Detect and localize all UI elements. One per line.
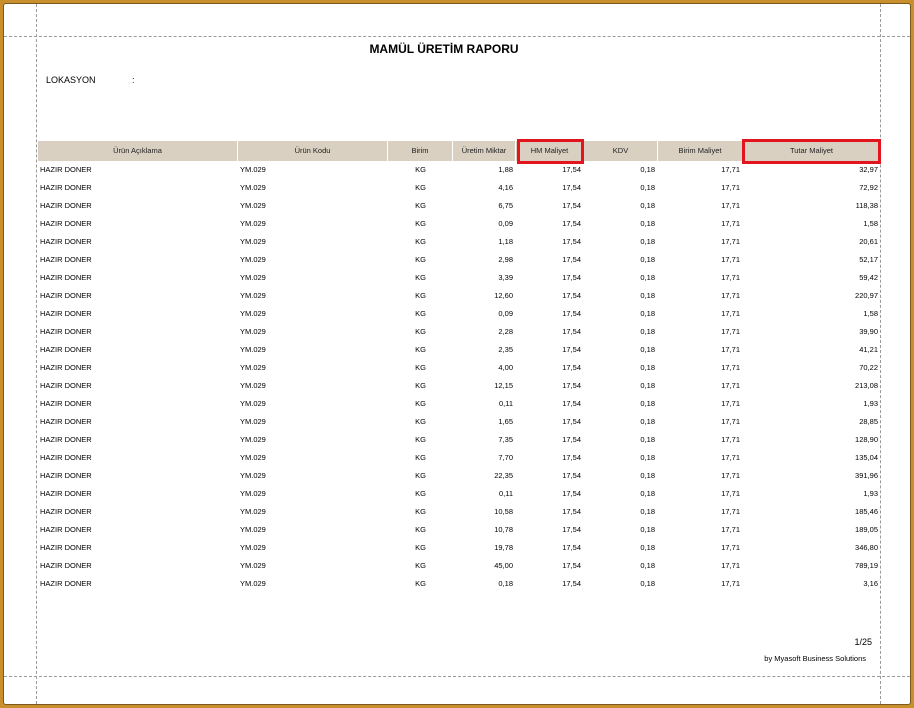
cell-urun-kodu: YM.029 (240, 219, 266, 228)
table-row (38, 179, 881, 197)
cell-birim: KG (415, 165, 426, 174)
cell-birim-maliyet: 17,71 (721, 435, 740, 444)
cell-kdv: 0,18 (640, 471, 655, 480)
column-header-uretim-miktar: Üretim Miktar (453, 141, 516, 161)
cell-birim: KG (415, 219, 426, 228)
margin-guide-left (36, 4, 37, 704)
table-row (38, 467, 881, 485)
column-header-tutar-maliyet: Tutar Maliyet (743, 141, 881, 161)
cell-urun-aciklama: HAZIR DONER (40, 453, 92, 462)
cell-uretim-miktar: 2,35 (498, 345, 513, 354)
cell-kdv: 0,18 (640, 363, 655, 372)
cell-tutar-maliyet: 1,93 (863, 399, 878, 408)
table-row (38, 485, 881, 503)
cell-hm-maliyet: 17,54 (562, 471, 581, 480)
table-row (38, 503, 881, 521)
cell-uretim-miktar: 0,11 (498, 489, 513, 498)
cell-uretim-miktar: 1,18 (498, 237, 513, 246)
cell-urun-aciklama: HAZIR DONER (40, 435, 92, 444)
cell-hm-maliyet: 17,54 (562, 255, 581, 264)
cell-urun-kodu: YM.029 (240, 507, 266, 516)
cell-tutar-maliyet: 52,17 (859, 255, 878, 264)
table-row (38, 575, 881, 593)
cell-urun-aciklama: HAZIR DONER (40, 309, 92, 318)
cell-tutar-maliyet: 41,21 (859, 345, 878, 354)
cell-kdv: 0,18 (640, 399, 655, 408)
cell-hm-maliyet: 17,54 (562, 453, 581, 462)
cell-urun-kodu: YM.029 (240, 471, 266, 480)
cell-kdv: 0,18 (640, 381, 655, 390)
cell-urun-aciklama: HAZIR DONER (40, 471, 92, 480)
cell-uretim-miktar: 3,39 (498, 273, 513, 282)
table-row (38, 431, 881, 449)
cell-urun-aciklama: HAZIR DONER (40, 345, 92, 354)
cell-birim: KG (415, 327, 426, 336)
cell-hm-maliyet: 17,54 (562, 237, 581, 246)
table-row (38, 233, 881, 251)
cell-hm-maliyet: 17,54 (562, 165, 581, 174)
cell-urun-kodu: YM.029 (240, 417, 266, 426)
table-header (38, 141, 881, 161)
cell-urun-aciklama: HAZIR DONER (40, 165, 92, 174)
vendor-footer: by Myasoft Business Solutions (764, 654, 866, 663)
cell-tutar-maliyet: 185,46 (855, 507, 878, 516)
cell-birim: KG (415, 525, 426, 534)
cell-kdv: 0,18 (640, 435, 655, 444)
cell-uretim-miktar: 19,78 (494, 543, 513, 552)
cell-birim-maliyet: 17,71 (721, 345, 740, 354)
table-row (38, 521, 881, 539)
cell-urun-aciklama: HAZIR DONER (40, 561, 92, 570)
cell-urun-aciklama: HAZIR DONER (40, 417, 92, 426)
cell-urun-kodu: YM.029 (240, 255, 266, 264)
cell-kdv: 0,18 (640, 345, 655, 354)
table-row (38, 269, 881, 287)
cell-hm-maliyet: 17,54 (562, 363, 581, 372)
cell-birim-maliyet: 17,71 (721, 219, 740, 228)
cell-hm-maliyet: 17,54 (562, 525, 581, 534)
cell-hm-maliyet: 17,54 (562, 399, 581, 408)
cell-urun-kodu: YM.029 (240, 237, 266, 246)
cell-tutar-maliyet: 70,22 (859, 363, 878, 372)
cell-hm-maliyet: 17,54 (562, 507, 581, 516)
cell-birim: KG (415, 399, 426, 408)
cell-urun-aciklama: HAZIR DONER (40, 363, 92, 372)
cell-kdv: 0,18 (640, 165, 655, 174)
cell-hm-maliyet: 17,54 (562, 543, 581, 552)
cell-uretim-miktar: 2,28 (498, 327, 513, 336)
table-row (38, 377, 881, 395)
margin-guide-top (4, 36, 910, 37)
cell-hm-maliyet: 17,54 (562, 435, 581, 444)
cell-birim: KG (415, 489, 426, 498)
margin-guide-bottom (4, 676, 910, 677)
cell-urun-kodu: YM.029 (240, 291, 266, 300)
cell-uretim-miktar: 10,78 (494, 525, 513, 534)
cell-kdv: 0,18 (640, 201, 655, 210)
cell-birim: KG (415, 381, 426, 390)
cell-tutar-maliyet: 118,38 (855, 201, 878, 210)
cell-tutar-maliyet: 346,80 (855, 543, 878, 552)
cell-urun-kodu: YM.029 (240, 273, 266, 282)
cell-tutar-maliyet: 39,90 (859, 327, 878, 336)
cell-urun-aciklama: HAZIR DONER (40, 525, 92, 534)
table-row (38, 323, 881, 341)
cell-kdv: 0,18 (640, 525, 655, 534)
cell-tutar-maliyet: 391,96 (855, 471, 878, 480)
cell-tutar-maliyet: 72,92 (859, 183, 878, 192)
cell-uretim-miktar: 45,00 (494, 561, 513, 570)
cell-urun-aciklama: HAZIR DONER (40, 579, 92, 588)
cell-urun-aciklama: HAZIR DONER (40, 273, 92, 282)
cell-birim-maliyet: 17,71 (721, 453, 740, 462)
cell-birim-maliyet: 17,71 (721, 399, 740, 408)
cell-urun-kodu: YM.029 (240, 345, 266, 354)
cell-birim: KG (415, 417, 426, 426)
cell-tutar-maliyet: 20,61 (859, 237, 878, 246)
cell-hm-maliyet: 17,54 (562, 219, 581, 228)
cell-hm-maliyet: 17,54 (562, 327, 581, 336)
cell-uretim-miktar: 7,70 (498, 453, 513, 462)
cell-birim-maliyet: 17,71 (721, 363, 740, 372)
cell-hm-maliyet: 17,54 (562, 381, 581, 390)
cell-tutar-maliyet: 32,97 (859, 165, 878, 174)
cell-birim-maliyet: 17,71 (721, 579, 740, 588)
cell-tutar-maliyet: 59,42 (859, 273, 878, 282)
cell-birim: KG (415, 507, 426, 516)
cell-tutar-maliyet: 1,58 (863, 309, 878, 318)
cell-birim: KG (415, 453, 426, 462)
cell-hm-maliyet: 17,54 (562, 291, 581, 300)
table-row (38, 395, 881, 413)
cell-birim-maliyet: 17,71 (721, 273, 740, 282)
cell-urun-aciklama: HAZIR DONER (40, 399, 92, 408)
cell-urun-kodu: YM.029 (240, 201, 266, 210)
cell-uretim-miktar: 7,35 (498, 435, 513, 444)
cell-kdv: 0,18 (640, 543, 655, 552)
cell-hm-maliyet: 17,54 (562, 579, 581, 588)
cell-kdv: 0,18 (640, 489, 655, 498)
cell-urun-aciklama: HAZIR DONER (40, 237, 92, 246)
cell-uretim-miktar: 4,00 (498, 363, 513, 372)
table-body (38, 161, 881, 593)
cell-kdv: 0,18 (640, 579, 655, 588)
cell-urun-aciklama: HAZIR DONER (40, 489, 92, 498)
cell-birim-maliyet: 17,71 (721, 471, 740, 480)
cell-urun-kodu: YM.029 (240, 327, 266, 336)
table-row (38, 215, 881, 233)
cell-urun-kodu: YM.029 (240, 435, 266, 444)
cell-kdv: 0,18 (640, 561, 655, 570)
cell-tutar-maliyet: 1,58 (863, 219, 878, 228)
cell-urun-aciklama: HAZIR DONER (40, 255, 92, 264)
cell-birim: KG (415, 471, 426, 480)
cell-birim-maliyet: 17,71 (721, 165, 740, 174)
table-row (38, 539, 881, 557)
cell-uretim-miktar: 0,18 (498, 579, 513, 588)
table-row (38, 449, 881, 467)
cell-hm-maliyet: 17,54 (562, 561, 581, 570)
cell-kdv: 0,18 (640, 183, 655, 192)
cell-urun-kodu: YM.029 (240, 453, 266, 462)
cell-urun-aciklama: HAZIR DONER (40, 543, 92, 552)
cell-kdv: 0,18 (640, 255, 655, 264)
cell-uretim-miktar: 0,09 (498, 309, 513, 318)
cell-uretim-miktar: 10,58 (494, 507, 513, 516)
cell-birim-maliyet: 17,71 (721, 201, 740, 210)
column-header-birim-maliyet: Birim Maliyet (658, 141, 743, 161)
cell-uretim-miktar: 12,15 (494, 381, 513, 390)
cell-tutar-maliyet: 28,85 (859, 417, 878, 426)
cell-kdv: 0,18 (640, 219, 655, 228)
cell-uretim-miktar: 1,88 (498, 165, 513, 174)
cell-birim-maliyet: 17,71 (721, 543, 740, 552)
cell-tutar-maliyet: 220,97 (855, 291, 878, 300)
cell-birim-maliyet: 17,71 (721, 237, 740, 246)
table-row (38, 557, 881, 575)
cell-kdv: 0,18 (640, 309, 655, 318)
table-row (38, 305, 881, 323)
cell-uretim-miktar: 4,16 (498, 183, 513, 192)
column-header-hm-maliyet: HM Maliyet (516, 141, 584, 161)
cell-urun-kodu: YM.029 (240, 399, 266, 408)
cell-uretim-miktar: 22,35 (494, 471, 513, 480)
cell-birim-maliyet: 17,71 (721, 327, 740, 336)
cell-birim: KG (415, 363, 426, 372)
cell-urun-kodu: YM.029 (240, 381, 266, 390)
location-label: LOKASYON (46, 75, 96, 85)
cell-urun-aciklama: HAZIR DONER (40, 291, 92, 300)
cell-birim: KG (415, 543, 426, 552)
cell-uretim-miktar: 1,65 (498, 417, 513, 426)
cell-birim: KG (415, 561, 426, 570)
report-page (3, 3, 911, 705)
cell-birim-maliyet: 17,71 (721, 561, 740, 570)
cell-birim: KG (415, 579, 426, 588)
cell-hm-maliyet: 17,54 (562, 309, 581, 318)
cell-urun-aciklama: HAZIR DONER (40, 381, 92, 390)
cell-urun-kodu: YM.029 (240, 183, 266, 192)
cell-hm-maliyet: 17,54 (562, 345, 581, 354)
cell-hm-maliyet: 17,54 (562, 417, 581, 426)
cell-tutar-maliyet: 189,05 (855, 525, 878, 534)
table-row (38, 251, 881, 269)
cell-uretim-miktar: 6,75 (498, 201, 513, 210)
cell-urun-kodu: YM.029 (240, 165, 266, 174)
cell-birim-maliyet: 17,71 (721, 525, 740, 534)
cell-urun-kodu: YM.029 (240, 489, 266, 498)
cell-kdv: 0,18 (640, 327, 655, 336)
cell-urun-kodu: YM.029 (240, 561, 266, 570)
cell-birim: KG (415, 201, 426, 210)
cell-urun-kodu: YM.029 (240, 579, 266, 588)
cell-uretim-miktar: 2,98 (498, 255, 513, 264)
cell-uretim-miktar: 0,11 (498, 399, 513, 408)
cell-tutar-maliyet: 135,04 (855, 453, 878, 462)
cell-urun-kodu: YM.029 (240, 363, 266, 372)
cell-tutar-maliyet: 128,90 (855, 435, 878, 444)
cell-tutar-maliyet: 789,19 (855, 561, 878, 570)
cell-birim: KG (415, 345, 426, 354)
column-header-kdv: KDV (584, 141, 658, 161)
cell-birim: KG (415, 291, 426, 300)
cell-urun-aciklama: HAZIR DONER (40, 507, 92, 516)
table-row (38, 413, 881, 431)
cell-urun-aciklama: HAZIR DONER (40, 219, 92, 228)
cell-urun-kodu: YM.029 (240, 543, 266, 552)
cell-uretim-miktar: 12,60 (494, 291, 513, 300)
cell-birim: KG (415, 255, 426, 264)
table-row (38, 341, 881, 359)
cell-birim-maliyet: 17,71 (721, 507, 740, 516)
cell-birim: KG (415, 273, 426, 282)
cell-kdv: 0,18 (640, 237, 655, 246)
cell-birim-maliyet: 17,71 (721, 309, 740, 318)
column-header-urun-aciklama: Ürün Açıklama (38, 141, 238, 161)
location-colon: : (132, 75, 135, 85)
cell-hm-maliyet: 17,54 (562, 489, 581, 498)
cell-urun-aciklama: HAZIR DONER (40, 201, 92, 210)
cell-birim-maliyet: 17,71 (721, 255, 740, 264)
cell-birim-maliyet: 17,71 (721, 381, 740, 390)
cell-urun-aciklama: HAZIR DONER (40, 327, 92, 336)
cell-hm-maliyet: 17,54 (562, 183, 581, 192)
cell-birim: KG (415, 309, 426, 318)
cell-birim-maliyet: 17,71 (721, 183, 740, 192)
cell-tutar-maliyet: 213,08 (855, 381, 878, 390)
cell-kdv: 0,18 (640, 291, 655, 300)
cell-urun-kodu: YM.029 (240, 309, 266, 318)
table-row (38, 359, 881, 377)
cell-birim: KG (415, 435, 426, 444)
column-header-birim: Birim (388, 141, 453, 161)
cell-birim-maliyet: 17,71 (721, 291, 740, 300)
table-row (38, 161, 881, 179)
cell-kdv: 0,18 (640, 417, 655, 426)
cell-hm-maliyet: 17,54 (562, 201, 581, 210)
table-row (38, 287, 881, 305)
column-header-urun-kodu: Ürün Kodu (238, 141, 388, 161)
table-row (38, 197, 881, 215)
report-title: MAMÜL ÜRETİM RAPORU (369, 42, 519, 56)
cell-tutar-maliyet: 3,16 (863, 579, 878, 588)
cell-hm-maliyet: 17,54 (562, 273, 581, 282)
cell-urun-kodu: YM.029 (240, 525, 266, 534)
cell-birim: KG (415, 183, 426, 192)
cell-kdv: 0,18 (640, 507, 655, 516)
cell-birim: KG (415, 237, 426, 246)
cell-birim-maliyet: 17,71 (721, 489, 740, 498)
cell-kdv: 0,18 (640, 273, 655, 282)
production-table (38, 141, 881, 593)
page-number: 1/25 (854, 637, 872, 647)
cell-uretim-miktar: 0,09 (498, 219, 513, 228)
cell-birim-maliyet: 17,71 (721, 417, 740, 426)
cell-tutar-maliyet: 1,93 (863, 489, 878, 498)
cell-urun-aciklama: HAZIR DONER (40, 183, 92, 192)
cell-kdv: 0,18 (640, 453, 655, 462)
